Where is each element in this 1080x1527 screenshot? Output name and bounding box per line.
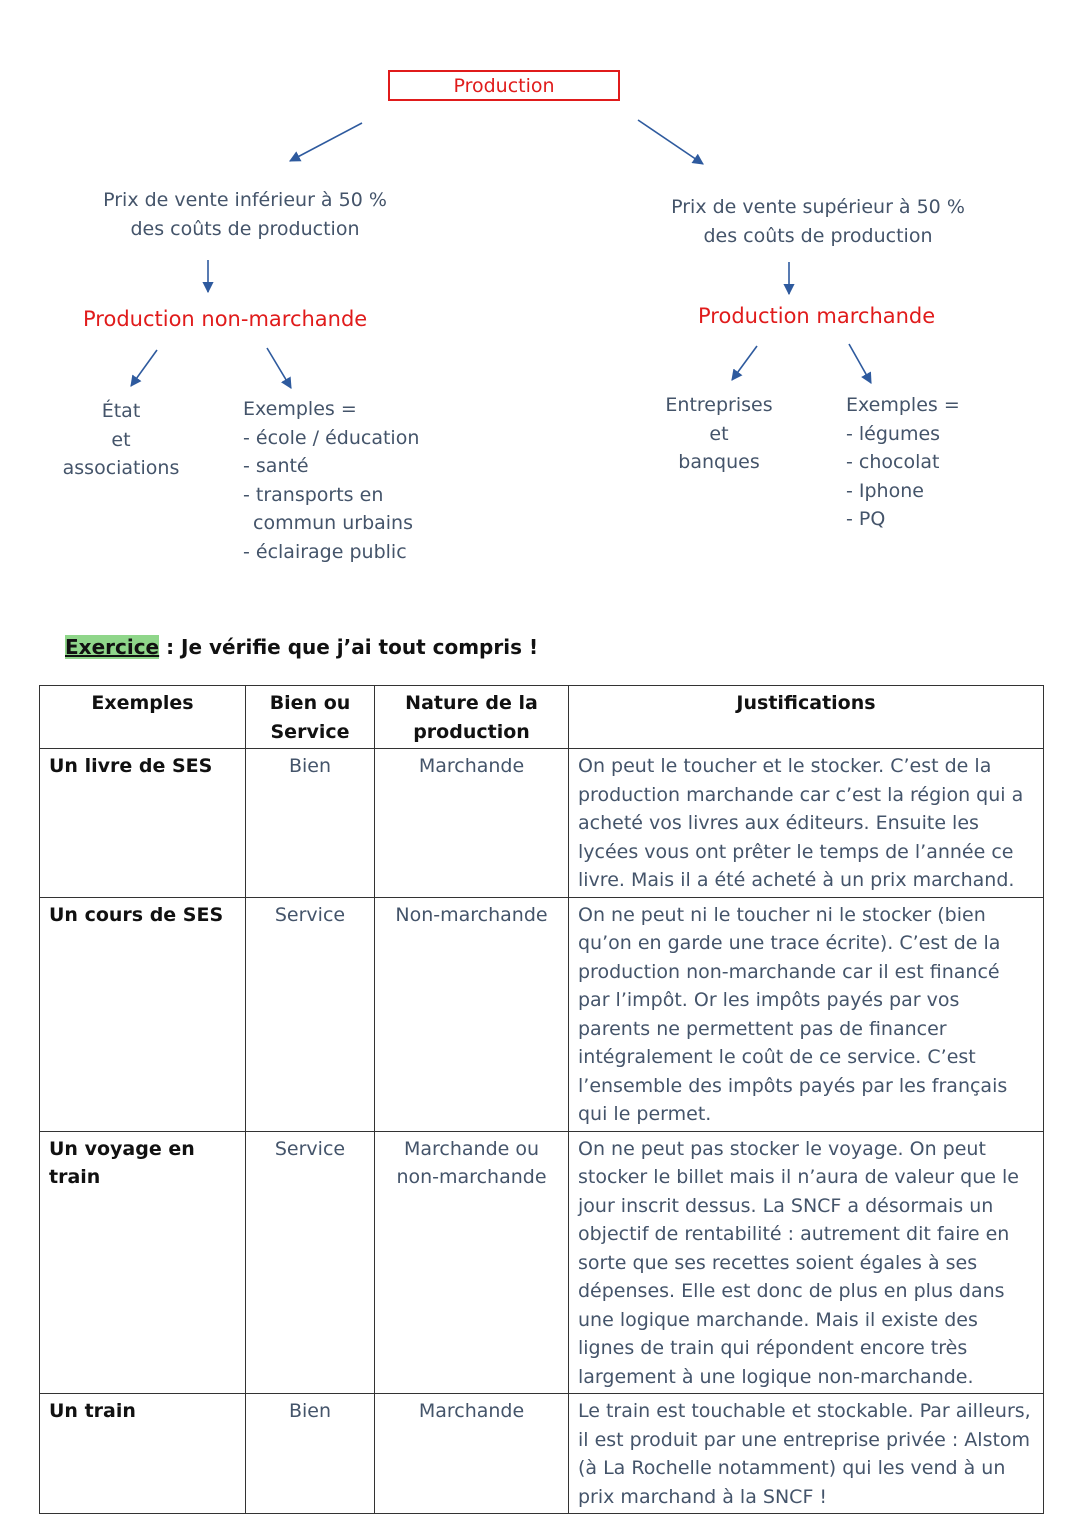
right-producer-line: Entreprises: [665, 394, 773, 416]
right-category: Production marchande: [698, 304, 936, 328]
left-producers: [60, 397, 182, 483]
left-example-item: - transports en: [243, 483, 384, 506]
cell-type: Service: [246, 897, 375, 1131]
left-example-item: - école / éducation: [243, 426, 420, 449]
exercise-label: Exercice: [65, 635, 160, 659]
right-condition: [668, 193, 968, 250]
arrow-right-producers: [732, 346, 757, 380]
table-row: [40, 1394, 1044, 1514]
left-category: Production non-marchande: [83, 307, 368, 331]
left-condition-line2: des coûts de production: [130, 217, 360, 240]
exercise-table: [39, 685, 1044, 1514]
right-examples: [846, 391, 960, 534]
right-producers: [650, 391, 788, 477]
table-header-row: [40, 686, 1044, 749]
left-producer-line: et: [111, 428, 131, 451]
left-producer-line: État: [101, 400, 141, 422]
arrow-root-left: [290, 123, 362, 161]
cell-justification: On ne peut pas stocker le voyage. On peut stocker le billet mais il n’aura de valeur que le jour inscrit dessus. La SNCF a désormais un objectif de rentabilité : autrement dit faire en sorte que ses recettes soient égales à ses dépenses. Elle est donc de plus en plus dans une logique marchande. Mais il existe des lignes de train qui répondent encore très largement à une logique non-marchande.: [569, 1131, 1044, 1394]
table-row: [40, 1131, 1044, 1394]
table-row: [40, 897, 1044, 1131]
cell-type: Bien: [246, 1394, 375, 1514]
cell-justification: On peut le toucher et le stocker. C’est de la production marchande car c’est la région qui a acheté vos livres aux éditeurs. Ensuite les lycées vous ont prêter le temps de l’année ce livre. Mais il a été acheté à un prix marchand.: [569, 749, 1044, 898]
right-example-item: - chocolat: [846, 451, 940, 473]
right-producer-line: banques: [678, 451, 760, 473]
left-example-item: commun urbains: [253, 512, 413, 534]
left-condition: [100, 186, 390, 243]
exercise-instruction: : Je vérifie que j’ai tout compris !: [159, 635, 539, 659]
right-example-item: - Iphone: [846, 479, 924, 502]
right-example-item: - légumes: [846, 422, 941, 445]
cell-justification: Le train est touchable et stockable. Par ailleurs, il est produit par une entreprise privée : Alstom (à La Rochelle notamment) qui les vend à un prix marchand à la SNCF !: [569, 1394, 1044, 1514]
cell-nature: Marchande ou non-marchande: [375, 1131, 569, 1394]
right-examples-title: Exemples =: [846, 394, 960, 416]
header-justification: Justifications: [569, 686, 1044, 749]
header-examples: Exemples: [40, 686, 246, 749]
cell-nature: Non-marchande: [375, 897, 569, 1131]
right-condition-line1: Prix de vente supérieur à 50 %: [671, 196, 965, 218]
left-examples-title: Exemples =: [243, 398, 357, 420]
cell-type: Bien: [246, 749, 375, 898]
left-condition-line1: Prix de vente inférieur à 50 %: [103, 189, 387, 211]
header-type: Bien ou Service: [246, 686, 375, 749]
right-example-item: - PQ: [846, 508, 886, 530]
cell-example: Un livre de SES: [40, 749, 246, 898]
left-example-item: - santé: [243, 455, 309, 477]
right-producer-line: et: [709, 422, 729, 445]
root-production-box: Production: [388, 70, 620, 101]
table-row: [40, 749, 1044, 898]
left-producer-line: associations: [62, 457, 180, 479]
header-nature: Nature de la production: [375, 686, 569, 749]
cell-nature: Marchande: [375, 1394, 569, 1514]
right-condition-line2: des coûts de production: [703, 224, 933, 247]
arrow-root-right: [638, 120, 703, 164]
cell-example: Un voyage en train: [40, 1131, 246, 1394]
left-examples: [243, 395, 419, 566]
arrow-left-examples: [267, 348, 291, 388]
cell-example: Un cours de SES: [40, 897, 246, 1131]
cell-justification: On ne peut ni le toucher ni le stocker (bien qu’on en garde une trace écrite). C’est de la production non-marchande car il est financé par l’impôt. Or les impôts payés par vos parents ne permettent pas de financer intégralement le coût de ce service. C’est l’ensemble des impôts payés par les français qui le permet.: [569, 897, 1044, 1131]
cell-type: Service: [246, 1131, 375, 1394]
left-example-item: - éclairage public: [243, 540, 407, 563]
arrow-left-producers: [131, 350, 157, 386]
arrow-right-examples: [849, 344, 871, 383]
cell-nature: Marchande: [375, 749, 569, 898]
cell-example: Un train: [40, 1394, 246, 1514]
exercise-heading: [65, 635, 538, 659]
